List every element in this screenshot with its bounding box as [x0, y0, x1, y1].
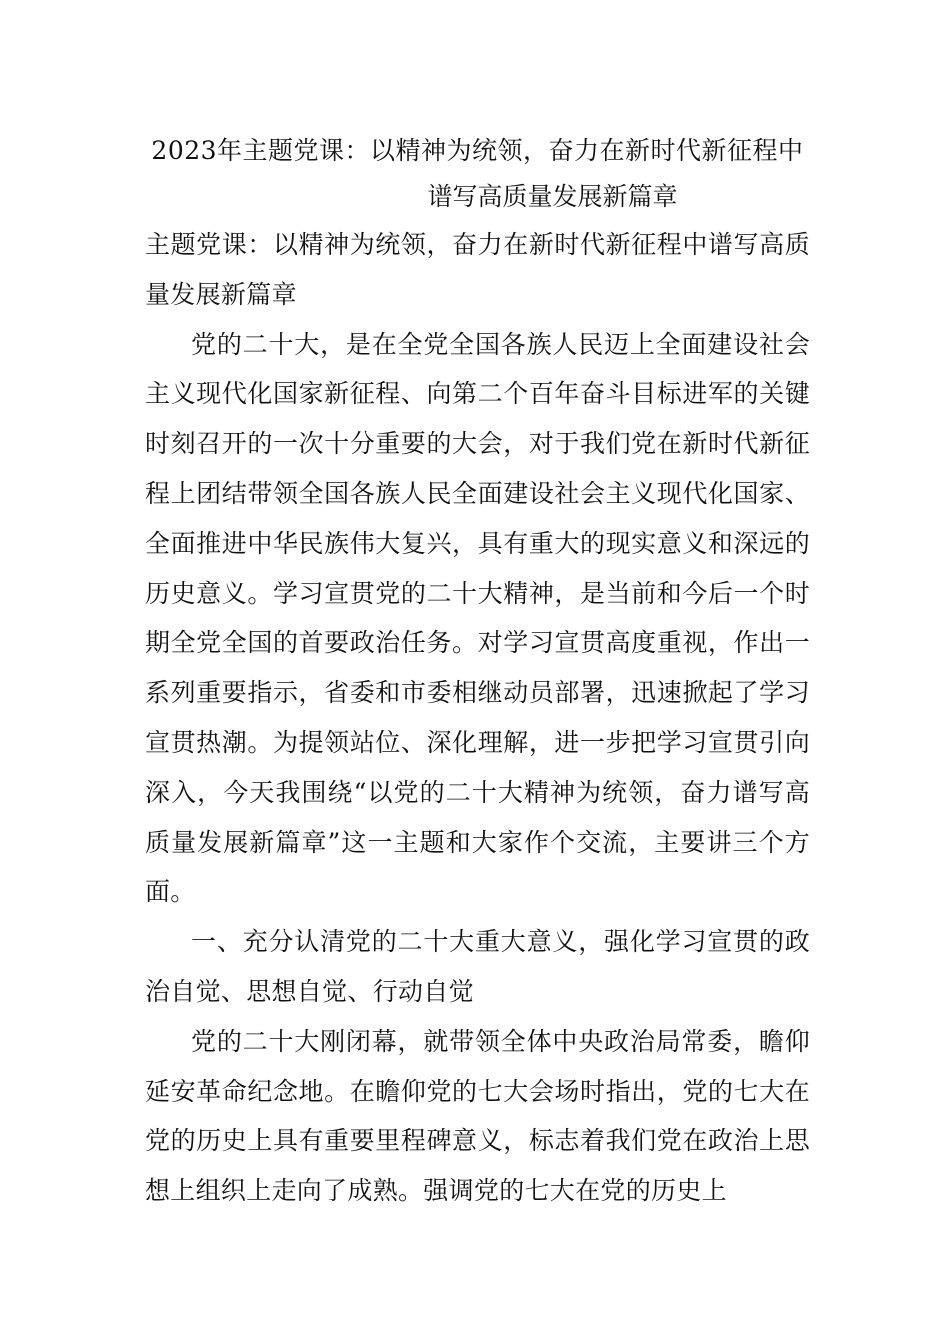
paragraph-intro: 党的二十大，是在全党全国各族人民迈上全面建设社会主义现代化国家新征程、向第二个百年奋斗目标进军的关键时刻召开的一次十分重要的大会，对于我们党在新时代新征程上团结带领全国各族人民全面建设社会主义现代化国家、全面推进中华民族伟大复兴，具有重大的现实意义和深远的历史意义。学习宣贯党的二十大精神，是当前和今后一个时期全党全国的首要政治任务。对学习宣贯高度重视，作出一系列重要指示，省委和市委相继动员部署，迅速掀起了学习宣贯热潮。为提领站位、深化理解，进一步把学习宣贯引向深入，今天我围绕“以党的二十大精神为统领，奋力谱写高质量发展新篇章”这一主题和大家作个交流，主要讲三个方面。	[145, 329, 810, 907]
document-page	[145, 128, 810, 1216]
document-title-line1: 2023年主题党课：以精神为统领，奋力在新时代新征程中	[151, 136, 804, 165]
document-title-line2: 谱写高质量发展新篇章	[427, 182, 678, 211]
section-heading-1: 一、充分认清党的二十大重大意义，强化学习宣贯的政治自觉、思想自觉、行动自觉	[145, 927, 810, 1006]
document-subtitle: 主题党课：以精神为统领，奋力在新时代新征程中谱写高质量发展新篇章	[145, 230, 810, 309]
paragraph-section-1: 党的二十大刚闭幕，就带领全体中央政治局常委，瞻仰延安革命纪念地。在瞻仰党的七大会场时指出，党的七大在党的历史上具有重要里程碑意义，标志着我们党在政治上思想上组织上走向了成熟。强调党的七大在党的历史上	[145, 1026, 810, 1206]
